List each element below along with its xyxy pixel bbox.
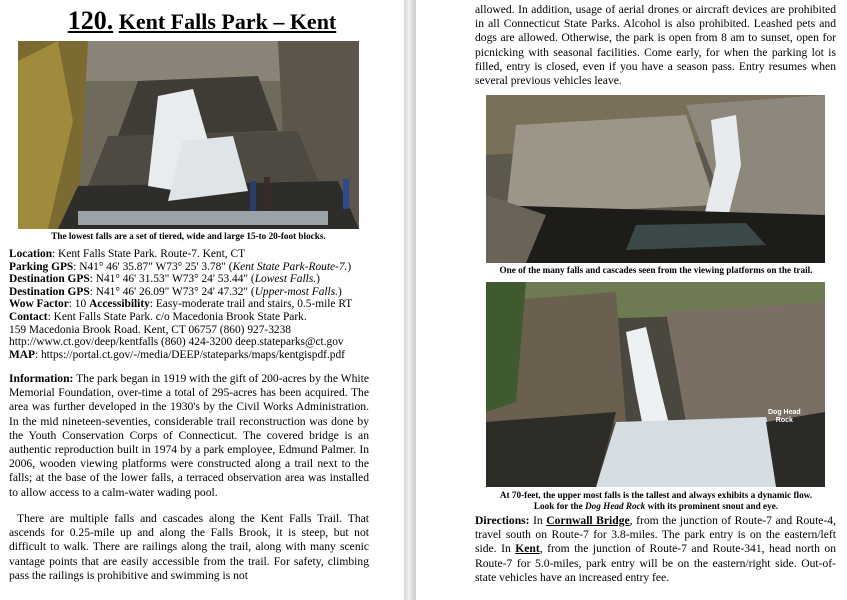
cascade-photo	[486, 95, 825, 263]
information-text: The park began in 1919 with the gift of 200-acres by the White Memorial Foundation, over-time a total of 295-acres has been acquired. The area was further developed in the 1930's by the Civil Works Administration. In the mid nineteen-seventies, considerable trail reconstruction was done by the Youth Conservation Corps of Connecticut. The covered bridge is an authentic reproduction built in 1974 by a park employee, Edmund Palmer. In 2006, wooden viewing platforms were constructed along a trail next to the falls; at the base of the lower falls, a terraced observation area was installed to allow access to a calm-water wading pool.	[9, 372, 369, 499]
directions-label: Directions:	[475, 514, 530, 527]
continued-paragraph: allowed. In addition, usage of aerial drones or aircraft devices are prohibited in all Connecticut State Parks. Alcohol is also prohibited. Leashed pets and dogs are allowed. Otherwise, the park is open from 8 am to sunset, open for picnicking with seasonal facilities. Come early, for when the parking lot is filled, entry is closed, even if you have a season pass. Entry resumes when several previous vehicles leave.	[475, 3, 836, 88]
parking-value: : N41° 46' 35.87" W73° 25' 3.78" (	[73, 260, 233, 273]
map-label: MAP	[9, 348, 35, 361]
wow-value: : 10	[68, 298, 90, 311]
directions-town-kent: Kent	[515, 542, 540, 556]
dest1-label: Destination GPS	[9, 273, 90, 286]
dest2-value: : N41° 46' 26.09" W73° 24' 47.32" (	[89, 285, 255, 298]
entry-number: 120.	[67, 6, 114, 35]
parking-label: Parking GPS	[9, 260, 74, 273]
upper-falls-photo	[486, 282, 825, 487]
page-gutter	[404, 0, 416, 600]
dog-head-rock-label-line2: Rock	[775, 417, 793, 424]
destination-gps-2-line: Destination GPS: N41° 46' 26.09" W73° 24' 47.32" (Upper-most Falls.)	[9, 285, 342, 298]
park-details	[9, 248, 369, 361]
dog-head-rock-label-line1: Dog Head	[768, 409, 801, 416]
destination-gps-1-line: Destination GPS: N41° 46' 31.53" W73° 24' 53.44" (Lowest Falls.)	[9, 273, 320, 286]
contact-label: Contact	[9, 310, 48, 323]
location-label: Location	[9, 248, 53, 260]
dest1-note: Lowest Falls.	[254, 273, 317, 286]
directions-pre: In	[529, 514, 547, 527]
wow-factor-line	[9, 298, 369, 311]
map-value: : https://portal.ct.gov/-/media/DEEP/stateparks/maps/kentgispdf.pdf	[34, 348, 345, 361]
contact-value: : Kent Falls State Park. c/o Macedonia Brook State Park.	[47, 310, 307, 323]
dest1-value: : N41° 46' 31.53" W73° 24' 53.44" (	[89, 273, 255, 286]
photo1-caption: The lowest falls are a set of tiered, wide and large 15-to 20-foot blocks.	[51, 231, 326, 241]
location-value: : Kent Falls State Park. Route-7. Kent, CT	[52, 248, 246, 260]
accessibility-value: : Easy-moderate trail and stairs, 0.5-mile RT	[149, 298, 353, 311]
accessibility-label: Accessibility	[89, 298, 150, 311]
photo2-caption: One of the many falls and cascades seen from the viewing platforms on the trail.	[499, 265, 813, 275]
directions-post: , from the junction of Route-7 and Route-341, head north on Route-7 for 5.0-miles, park entry will be on the eastern/right side. Out-of-state vehicles have an increased entry fee.	[475, 542, 837, 584]
directions-town-cornwall: Cornwall Bridge	[546, 514, 630, 527]
dog-head-rock-label	[768, 409, 801, 425]
dest2-label: Destination GPS	[9, 285, 90, 298]
parking-gps-line: Parking GPS: N41° 46' 35.87" W73° 25' 3.78" (Kent State Park-Route-7.)	[9, 260, 352, 273]
location-line	[9, 248, 369, 261]
photo3-caption-line2	[478, 501, 834, 512]
parking-note: Kent State Park-Route-7.	[232, 260, 348, 273]
directions-mid: , from the junction of Route-7 and Route-4, travel south on Route-7 for 3.8-miles. The park entry is on the eastern/left side. In	[475, 514, 836, 556]
information-label: Information:	[9, 372, 74, 385]
map-line	[9, 349, 369, 362]
web-contact-line: http://www.ct.gov/deep/kentfalls (860) 424-3200 deep.stateparks@ct.gov	[9, 336, 344, 349]
entry-name: Kent Falls Park – Kent	[118, 9, 337, 34]
wow-label: Wow Factor	[9, 298, 69, 311]
address-line: 159 Macedonia Brook Road. Kent, CT 06757 (860) 927-3238	[9, 323, 291, 336]
directions-paragraph	[475, 514, 836, 585]
left-page	[0, 0, 404, 600]
information-paragraph	[9, 372, 369, 500]
photo3-caption-post: with its prominent snout and eye.	[645, 501, 779, 511]
photo3-caption-em: Dog Head Rock	[585, 501, 646, 511]
trail-paragraph: There are multiple falls and cascades along the Kent Falls Trail. That ascends for 0.25-mile up and along the Falls Brook, it is steep, but not difficult to walk. There are railings along the trail, along with many scenic vantage points that are easily accessible from the trail. For safety, climbing pass the railings is prohibitive and swimming is not	[9, 512, 369, 582]
photo3-caption-line1: At 70-feet, the upper most falls is the tallest and always exhibits a dynamic flow.	[499, 490, 813, 500]
photo3-caption-pre: Look for the	[533, 501, 586, 511]
lower-falls-photo	[18, 41, 359, 229]
dest2-note: Upper-most Falls.	[254, 285, 339, 298]
page-title	[0, 6, 404, 37]
contact-line	[9, 311, 369, 324]
photo3-caption	[478, 490, 834, 512]
